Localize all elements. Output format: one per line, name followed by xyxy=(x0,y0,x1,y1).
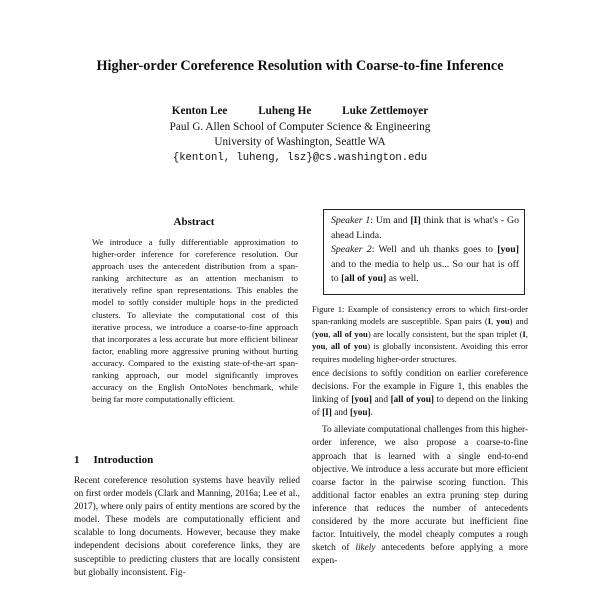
abstract-paragraph: We introduce a fully differentiable approximation to higher-order inference for coreference resolution. Our approach uses the antecedent distribution from a span-ranking architecture as an attention mechanism to iteratively refine span representations. This enables the model to softly consider multiple hops in the predicted clusters. To alleviate the computational cost of this iterative process, we introduce a coarse-to-fine approach that incorporates a less accurate but more efficient bilinear factor, enabling more aggressive pruning without hurting accuracy. Compared to the existing state-of-the-art span-ranking approach, our model significantly improves accuracy on the English OntoNotes benchmark, while being far more computationally efficient. xyxy=(92,237,298,405)
caption-text: ) is globally inconsistent. Avoiding this error requires modeling higher-order structures. xyxy=(312,341,528,364)
dialogue-text: think that is what's - Go ahead Linda. xyxy=(331,215,519,241)
caption-text: , xyxy=(328,328,333,339)
body-text: To alleviate computational challenges from this higher-order inference, we also propose a coarse-to-fine approach that is learned with a single end-to-end objective. We introduce a less accurate but more efficient coarse factor in the pairwise scoring function. This additional factor enables an extra pruning step during inference that reduces the number of antecedents considered by the more accurate but inefficient fine factor. Intuitively, the model cheaply computes a rough sketch of xyxy=(312,425,528,554)
caption-mention: you xyxy=(314,328,329,339)
introduction-paragraph: Recent coreference resolution systems have heavily relied on first order models (Clark and Manning, 2016a; Lee et al., 2017), where only pairs of entity mentions are scored by the model. These models are computationally efficient and scalable to long documents. However, because they make independent decisions about coreference links, they are susceptible to predicting clusters that are locally consistent but globally inconsistent. Fig- xyxy=(74,476,300,578)
caption-mention: you xyxy=(496,316,510,327)
abstract-heading: Abstract xyxy=(173,216,215,228)
author-block xyxy=(0,104,600,166)
body-paragraph xyxy=(312,368,528,420)
affiliation-line: University of Washington, Seattle WA xyxy=(214,136,386,148)
author-name: Kenton Lee xyxy=(171,105,228,117)
caption-mention: all of you xyxy=(333,328,368,339)
mention-span: [you] xyxy=(349,408,371,419)
body-text: . xyxy=(370,408,373,419)
body-text: and xyxy=(371,395,391,406)
mention-span: [all of you] xyxy=(341,273,387,284)
author-name: Luheng He xyxy=(258,105,312,117)
speaker-label: Speaker 1 xyxy=(331,215,371,226)
mention-span: [I] xyxy=(410,215,421,226)
figure1-speaker2-line xyxy=(331,243,519,287)
dialogue-text: : Well and uh thanks goes to xyxy=(371,244,498,255)
speaker-label: Speaker 2 xyxy=(331,244,372,255)
paper-title: Higher-order Coreference Resolution with Coarse-to-fine Inference xyxy=(96,58,504,74)
caption-text: Figure 1: Example of consistency errors to which first-order span-ranking models are susceptible. Span pairs ( xyxy=(312,304,528,327)
dialogue-text: and to the media to help us... So our hat is off to xyxy=(331,258,519,284)
caption-paragraph xyxy=(312,303,528,365)
caption-mention: you xyxy=(312,341,326,352)
body-text: and xyxy=(331,408,350,419)
figure1-caption xyxy=(312,303,528,365)
section-title: Introduction xyxy=(93,454,154,466)
author-emails: {kentonl, luheng, lsz}@cs.washington.edu xyxy=(172,151,428,164)
caption-text: ) are locally consistent, but the span triplet ( xyxy=(367,328,523,339)
caption-mention: I xyxy=(487,316,492,327)
mention-span: [I] xyxy=(322,408,332,419)
body-text: to depend on the linking of xyxy=(312,395,528,419)
mention-span: [you] xyxy=(351,395,372,406)
mention-span: [all of you] xyxy=(390,395,434,406)
right-column-text xyxy=(312,368,528,568)
dialogue-text: : Um and xyxy=(370,215,411,226)
introduction-text xyxy=(74,475,300,580)
dialogue-text: as well. xyxy=(386,273,419,284)
figure1-dialogue xyxy=(331,214,519,287)
body-text: ence decisions to softly condition on earlier coreference decisions. For the example in Figure 1, this enables the linking of xyxy=(312,369,528,406)
caption-text: ) and ( xyxy=(312,316,528,339)
affiliation-line: Paul G. Allen School of Computer Science & Engineering xyxy=(169,120,431,133)
author-name: Luke Zettlemoyer xyxy=(342,105,429,117)
emphasis-text: likely xyxy=(355,543,376,554)
caption-text: , xyxy=(491,316,497,327)
caption-text: , xyxy=(325,341,331,352)
caption-text: , xyxy=(525,328,529,339)
body-paragraph xyxy=(312,424,528,568)
body-text: antecedents before applying a more expen- xyxy=(312,543,528,567)
caption-mention: all of you xyxy=(330,341,368,352)
mention-span: [you] xyxy=(497,244,519,255)
section-number: 1 xyxy=(74,454,80,466)
author-names xyxy=(0,104,600,120)
figure1-speaker1-line xyxy=(331,214,519,243)
abstract-text xyxy=(92,236,298,405)
caption-mention: I xyxy=(522,328,526,339)
section-heading-introduction xyxy=(74,454,153,466)
